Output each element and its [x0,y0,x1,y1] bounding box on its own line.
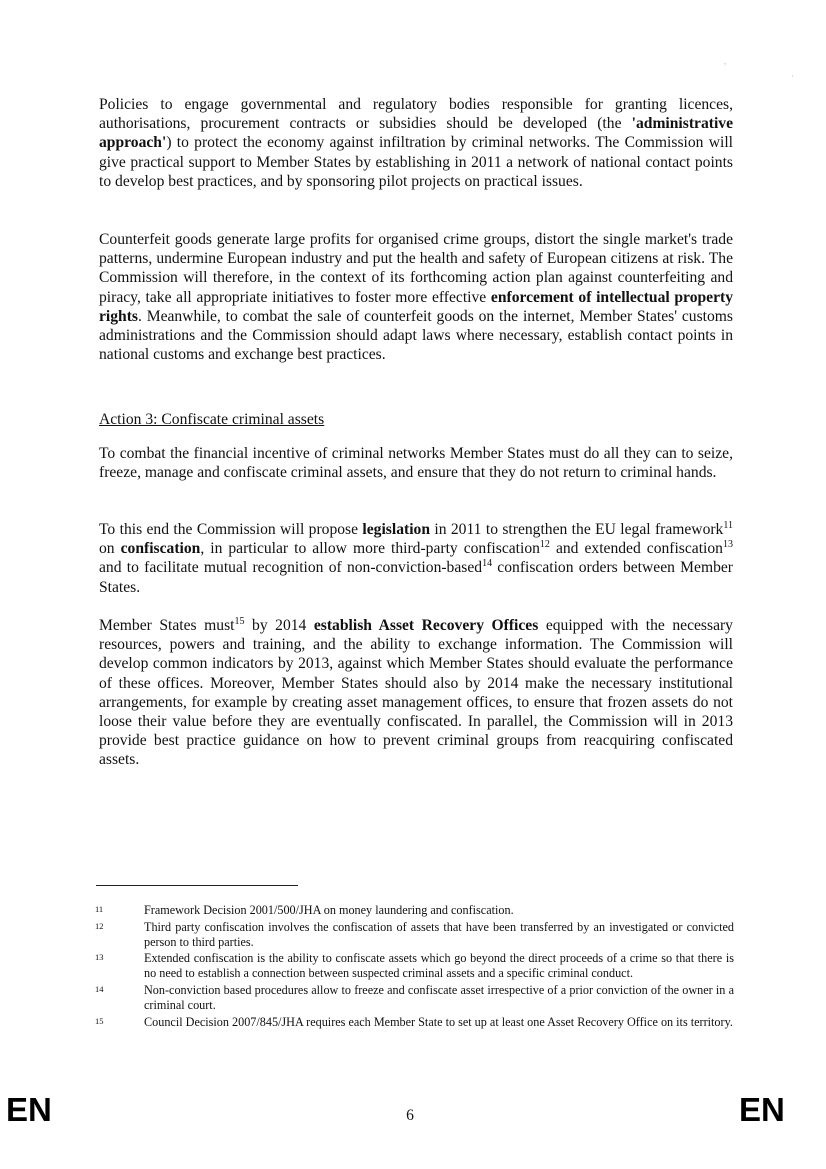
bold-term: enforcement of intellectual property rights [99,288,733,325]
text-run: and to facilitate mutual recognition of non-conviction-based [99,559,483,577]
paragraph-asset-recovery [99,616,733,770]
footnote-ref: 14 [482,558,493,570]
footnote-ref: 12 [539,539,550,551]
footnote-text: Framework Decision 2001/500/JHA on money laundering and confiscation. [144,903,514,917]
bold-term: confiscation [120,540,201,558]
text-run: by 2014 [244,617,314,634]
footnote [95,983,735,1013]
paragraph-administrative-approach [99,95,733,191]
footnote-text: Extended confiscation is the ability to confiscate assets which go beyond the direct proceeds of a crime so that there is no need to establish a connection between suspected criminal assets and a specific criminal conduct. [144,951,734,981]
footnote-number: 11 [95,904,104,914]
text-run: Policies to engage governmental and regulatory bodies responsible for granting licences, authorisations, procurement contracts or subsidies should be developed (the [99,96,733,133]
footnote [95,903,735,918]
footnote-text: Third party confiscation involves the confiscation of assets that have been transferred by an investigated or convicted person to third parties. [144,919,734,949]
text-run: equipped with the necessary resources, powers and training, and the ability to exchange information. The Commission will develop common indicators by 2013, against which Member States should evaluate the performance of these offices. Moreover, Member States should also by 2014 make the necessary institutional arrangements, for example by creating asset management offices, to ensure that frozen assets do not loose their value before they are eventually confiscated. In parallel, the Commission will in 2013 provide best practice guidance on how to prevent criminal groups from reacquiring confiscated assets. [99,617,733,769]
section-heading: Action 3: Confiscate criminal assets [99,411,325,428]
footnote [95,920,735,950]
text-run: on [99,540,121,558]
footnote-ref: 11 [723,520,733,531]
bold-term: 'administrative approach' [99,115,733,152]
text-run: To this end the Commission will propose [99,521,363,538]
paragraph-counterfeit-goods [99,230,733,364]
language-marker-left: EN [6,1091,52,1128]
text-run: . Meanwhile, to combat the sale of counterfeit goods on the internet, Member States' customs administrations and the Commission should adapt laws where necessary, establish contact points in national customs and exchange best practices. [99,307,733,364]
text-run: confiscation orders between Member States. [99,559,733,596]
text-run: in 2011 to strengthen the EU legal framework [430,521,724,538]
footnote-text: Non-conviction based procedures allow to freeze and confiscate asset irrespective of a prior conviction of the owner in a criminal court. [144,982,734,1012]
text-run: Member States must [99,617,235,634]
footnote-separator [96,885,298,886]
footnote-ref: 15 [234,616,245,627]
footnotes [95,903,735,1031]
language-marker-right: EN [739,1091,785,1128]
footnote [95,1015,735,1030]
footnote-number: 13 [95,952,104,963]
page-number: 6 [406,1107,414,1124]
text-run: Counterfeit goods generate large profits for organised crime groups, distort the single market's trade patterns, undermine European industry and put the health and safety of European citizens at risk. The Commission will therefore, in the context of its forthcoming action plan against counterfeiting and piracy, take all appropriate initiatives to foster more effective [99,231,733,306]
footnote-number: 14 [95,983,104,994]
text-run: ) to protect the economy against infiltration by criminal networks. The Commission will give practical support to Member States by establishing in 2011 a network of national contact points to develop best practices, and by sponsoring pilot projects on practical issues. [99,134,733,190]
bold-term: legislation [362,521,430,538]
footnote-text: Council Decision 2007/845/JHA requires each Member State to set up at least one Asset Recovery Office on its territory. [144,1014,733,1029]
scan-mark: · [791,71,794,81]
bold-term: establish Asset Recovery Offices [313,617,539,634]
paragraph-legislation [99,520,733,597]
footnote-number: 15 [95,1015,104,1026]
footnote-number: 12 [95,920,104,931]
paragraph-financial-incentive: To combat the financial incentive of criminal networks Member States must do all they can to seize, freeze, manage and confiscate criminal assets, and ensure that they do not return to criminal hands. [99,445,733,482]
text-run: , in particular to allow more third-party confiscation [200,540,540,558]
text-run: and extended confiscation [549,540,723,558]
footnote [95,951,735,981]
footnote-ref: 13 [722,539,733,551]
scan-mark: , [724,56,727,66]
